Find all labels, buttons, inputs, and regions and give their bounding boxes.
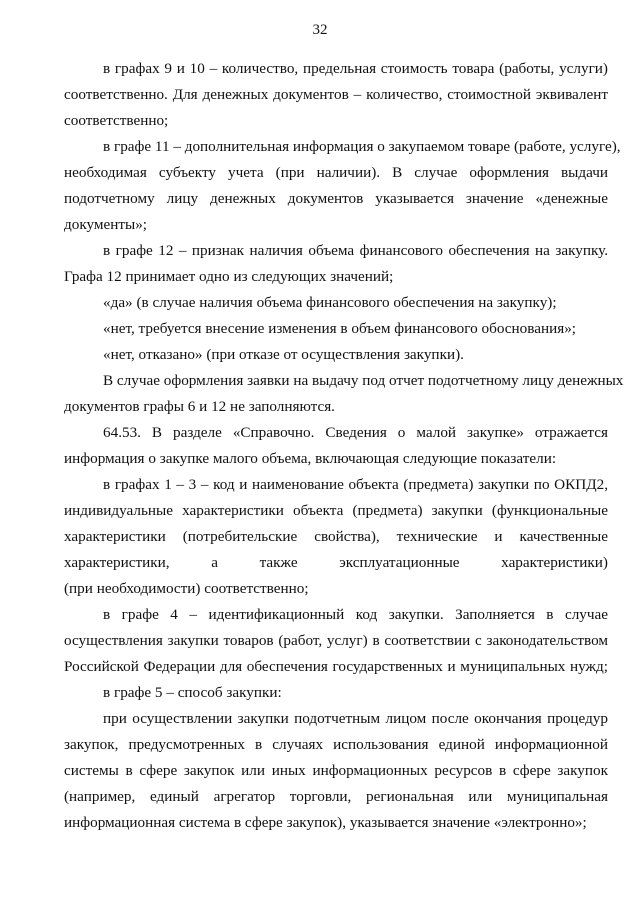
text-line: характеристики (потребительские свойства), технические и качественные	[64, 528, 608, 545]
text-line: закупок, предусмотренных в случаях использования единой информационной	[64, 736, 608, 753]
text-line: индивидуальные характеристики объекта (предмета) закупки (функциональные	[64, 502, 608, 519]
text-line: Российской Федерации для обеспечения государственных и муниципальных нужд;	[64, 658, 608, 675]
text-line: (например, единый агрегатор торговли, региональная или муниципальная	[64, 788, 608, 805]
text-line: «нет, требуется внесение изменения в объем финансового обоснования»;	[103, 320, 577, 337]
text-line: в графе 12 – признак наличия объема финансового обеспечения на закупку.	[103, 242, 608, 259]
text-line: В случае оформления заявки на выдачу под отчет подотчетному лицу денежных	[103, 372, 624, 389]
text-line: осуществления закупки товаров (работ, услуг) в соответствии с законодательством	[64, 632, 608, 649]
text-line: в графе 11 – дополнительная информация о закупаемом товаре (работе, услуге),	[103, 138, 621, 155]
text-line: в графах 9 и 10 – количество, предельная стоимость товара (работы, услуги)	[103, 60, 608, 77]
text-line: «нет, отказано» (при отказе от осуществления закупки).	[103, 346, 464, 363]
text-line: характеристики, а также эксплуатационные характеристики)	[64, 554, 608, 571]
text-line: информация о закупке малого объема, включающая следующие показатели:	[64, 450, 557, 467]
text-line: Графа 12 принимает одно из следующих значений;	[64, 268, 394, 285]
text-line: документов графы 6 и 12 не заполняются.	[64, 398, 335, 415]
text-line: (при необходимости) соответственно;	[64, 580, 309, 597]
text-line: соответственно;	[64, 112, 169, 129]
page-number: 32	[312, 22, 328, 38]
text-line: при осуществлении закупки подотчетным лицом после окончания процедур	[103, 710, 608, 727]
text-line: «да» (в случае наличия объема финансового обеспечения на закупку);	[103, 294, 557, 311]
text-line: необходимая субъекту учета (при наличии). В случае оформления выдачи	[64, 164, 608, 181]
text-line: в графах 1 – 3 – код и наименование объекта (предмета) закупки по ОКПД2,	[103, 476, 608, 493]
text-line: соответственно. Для денежных документов – количество, стоимостной эквивалент	[64, 86, 608, 103]
text-line: 64.53. В разделе «Справочно. Сведения о малой закупке» отражается	[103, 424, 608, 441]
text-line: в графе 5 – способ закупки:	[103, 684, 282, 701]
text-line: информационная система в сфере закупок), указывается значение «электронно»;	[64, 814, 587, 831]
text-line: документы»;	[64, 216, 148, 233]
text-line: системы в сфере закупок или иных информационных ресурсов в сфере закупок	[64, 762, 608, 779]
text-line: подотчетному лицу денежных документов указывается значение «денежные	[64, 190, 608, 207]
text-line: в графе 4 – идентификационный код закупки. Заполняется в случае	[103, 606, 608, 623]
